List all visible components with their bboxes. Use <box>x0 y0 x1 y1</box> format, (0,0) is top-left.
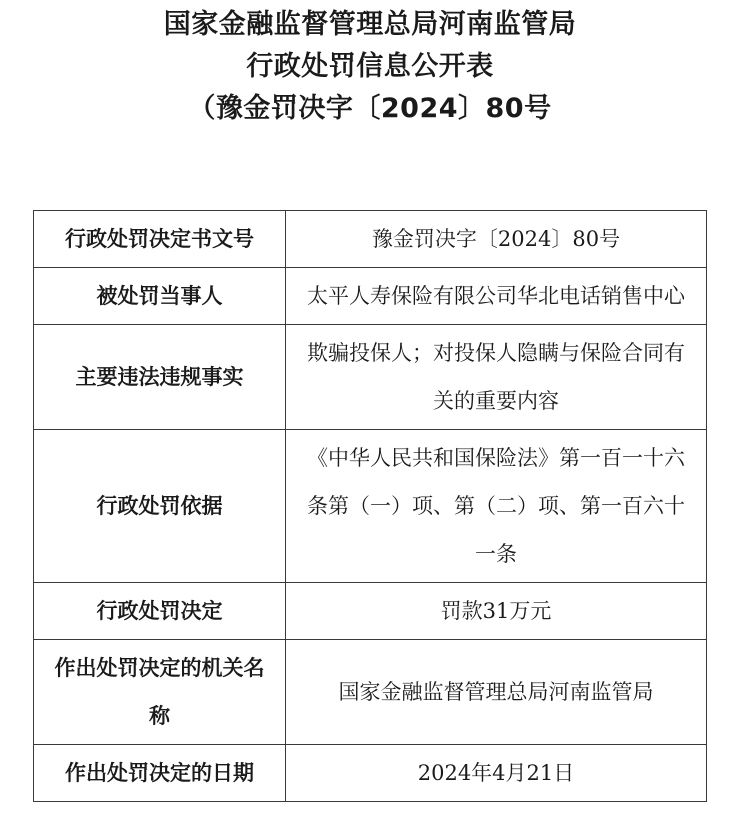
row-value-violation-facts: 欺骗投保人；对投保人隐瞒与保险合同有关的重要内容 <box>286 325 707 430</box>
row-value-legal-basis: 《中华人民共和国保险法》第一百一十六条第（一）项、第（二）项、第一百六十一条 <box>286 430 707 583</box>
table-row <box>34 583 707 640</box>
table-row <box>34 430 707 583</box>
document-number-title: （豫金罚决字〔2024〕80号 <box>188 93 552 124</box>
table-row <box>34 325 707 430</box>
table-row <box>34 640 707 745</box>
table-row <box>34 268 707 325</box>
row-label-issuing-authority: 作出处罚决定的机关名称 <box>34 640 286 745</box>
row-label-penalty-decision: 行政处罚决定 <box>34 583 286 640</box>
document-header <box>0 4 740 130</box>
row-value-penalty-decision: 罚款31万元 <box>286 583 707 640</box>
row-value-decision-number: 豫金罚决字〔2024〕80号 <box>286 211 707 268</box>
row-value-issuing-authority: 国家金融监督管理总局河南监管局 <box>286 640 707 745</box>
row-label-violation-facts: 主要违法违规事实 <box>34 325 286 430</box>
document-title: 行政处罚信息公开表 <box>246 51 494 82</box>
row-label-penalized-party: 被处罚当事人 <box>34 268 286 325</box>
row-label-decision-date: 作出处罚决定的日期 <box>34 745 286 802</box>
row-value-penalized-party: 太平人寿保险有限公司华北电话销售中心 <box>286 268 707 325</box>
issuer-title: 国家金融监督管理总局河南监管局 <box>163 9 577 40</box>
table-row <box>34 745 707 802</box>
penalty-info-table <box>33 210 707 802</box>
row-label-decision-number: 行政处罚决定书文号 <box>34 211 286 268</box>
row-label-legal-basis: 行政处罚依据 <box>34 430 286 583</box>
table-row <box>34 211 707 268</box>
row-value-decision-date: 2024年4月21日 <box>286 745 707 802</box>
